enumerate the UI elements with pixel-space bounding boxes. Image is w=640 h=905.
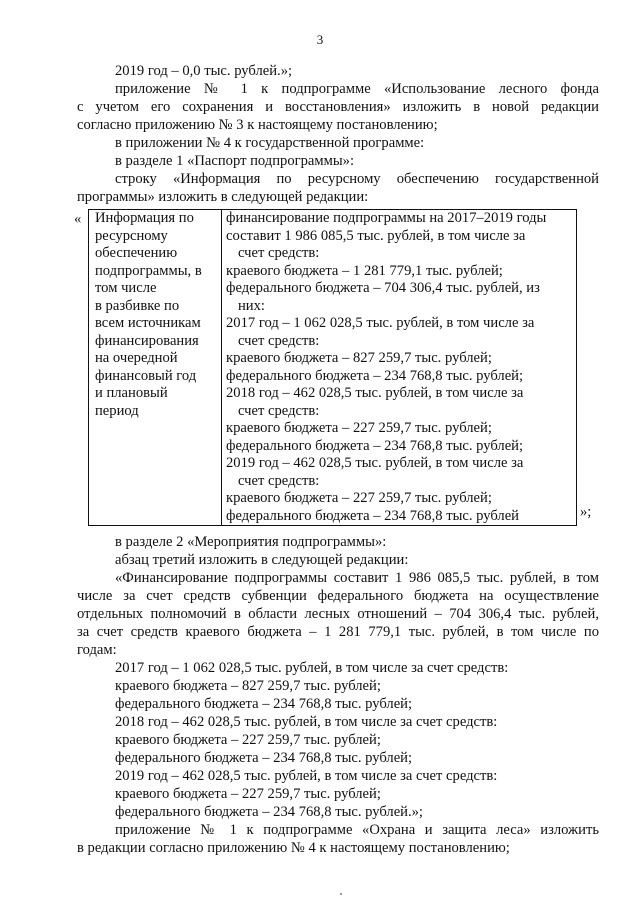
- text-line: в разделе 1 «Паспорт подпрограммы»:: [115, 153, 355, 169]
- scan-speck: [340, 893, 342, 895]
- cell-line: финансирование подпрограммы на 2017–2019 годы: [226, 210, 547, 226]
- text-line: строку «Информация по ресурсному обеспечению государственной: [115, 171, 599, 187]
- text-line: отдельных полномочий в области лесных отношений – 704 306,4 тыс. рублей,: [77, 606, 599, 622]
- text-line: федерального бюджета – 234 768,8 тыс. рублей;: [115, 750, 413, 766]
- cell-line: 2018 год – 462 028,5 тыс. рублей, в том числе за: [226, 385, 524, 401]
- table-cell-value: [222, 210, 577, 526]
- cell-line: них:: [238, 297, 265, 314]
- cell-line: краевого бюджета – 827 259,7 тыс. рублей;: [226, 350, 492, 366]
- text-line: в разделе 2 «Мероприятия подпрограммы»:: [115, 534, 387, 550]
- cell-line: Информация по: [95, 210, 194, 226]
- text-line: 2018 год – 462 028,5 тыс. рублей, в том числе за счет средств:: [115, 714, 498, 730]
- cell-line: краевого бюджета – 227 259,7 тыс. рублей;: [226, 490, 492, 506]
- text-line: с учетом его сохранения и восстановления» изложить в новой редакции: [77, 99, 599, 115]
- cell-line: счет средств:: [238, 332, 320, 349]
- cell-line: период: [95, 402, 139, 419]
- cell-line: обеспечению: [95, 245, 178, 261]
- close-quote: »;: [580, 504, 592, 520]
- cell-line: федерального бюджета – 234 768,8 тыс. рублей;: [226, 367, 524, 384]
- text-line: в редакции согласно приложению № 4 к настоящему постановлению;: [77, 840, 510, 856]
- text-line: краевого бюджета – 827 259,7 тыс. рублей;: [115, 678, 381, 694]
- text-line: абзац третий изложить в следующей редакции:: [115, 552, 409, 568]
- text-line: числе за счет средств субвенции федерального бюджета на осуществление: [77, 588, 599, 604]
- cell-line: 2017 год – 1 062 028,5 тыс. рублей, в том числе за: [226, 315, 535, 331]
- text-line: 2019 год – 0,0 тыс. рублей.»;: [115, 63, 293, 79]
- text-line: приложение № 1 к подпрограмме «Использование лесного фонда: [115, 81, 599, 97]
- cell-line: счет средств:: [238, 245, 320, 261]
- text-line: федерального бюджета – 234 768,8 тыс. рублей.»;: [115, 804, 423, 820]
- cell-line: в разбивке по: [95, 297, 180, 314]
- cell-line: счет средств:: [238, 472, 320, 489]
- text-line: согласно приложению № 3 к настоящему постановлению;: [77, 117, 438, 133]
- cell-line: федерального бюджета – 234 768,8 тыс. рублей;: [226, 437, 524, 454]
- text-line: в приложении № 4 к государственной программе:: [115, 135, 425, 151]
- cell-line: 2019 год – 462 028,5 тыс. рублей, в том числе за: [226, 455, 524, 471]
- table-cell-label: [89, 210, 222, 526]
- text-line: «Финансирование подпрограммы составит 1 986 085,5 тыс. рублей, в том: [115, 570, 599, 586]
- cell-line: том числе: [95, 280, 157, 296]
- text-line: 2019 год – 462 028,5 тыс. рублей, в том числе за счет средств:: [115, 768, 498, 784]
- cell-line: федерального бюджета – 234 768,8 тыс. рублей: [226, 507, 519, 524]
- text-line: годам:: [77, 642, 117, 658]
- text-line: 2017 год – 1 062 028,5 тыс. рублей, в том числе за счет средств:: [115, 660, 509, 676]
- cell-line: ресурсному: [95, 227, 168, 244]
- cell-line: всем источникам: [95, 315, 201, 331]
- cell-line: составит 1 986 085,5 тыс. рублей, в том числе за: [226, 227, 526, 244]
- cell-line: краевого бюджета – 227 259,7 тыс. рублей;: [226, 420, 492, 436]
- open-quote: «: [74, 211, 82, 227]
- cell-line: финансовый год: [95, 367, 197, 384]
- cell-line: подпрограммы, в: [95, 262, 202, 279]
- resource-info-table: [88, 209, 577, 526]
- cell-line: на очередной: [95, 350, 178, 366]
- cell-line: краевого бюджета – 1 281 779,1 тыс. рублей;: [226, 262, 503, 279]
- page-number: 3: [316, 32, 324, 47]
- table-row: [89, 210, 577, 526]
- cell-line: финансирования: [95, 332, 199, 349]
- text-line: за счет средств краевого бюджета – 1 281 779,1 тыс. рублей, в том числе по: [77, 624, 599, 640]
- text-line: федерального бюджета – 234 768,8 тыс. рублей;: [115, 696, 413, 712]
- text-line: программы» изложить в следующей редакции:: [77, 189, 369, 205]
- cell-line: и плановый: [95, 385, 168, 401]
- text-line: краевого бюджета – 227 259,7 тыс. рублей;: [115, 732, 381, 748]
- text-line: приложение № 1 к подпрограмме «Охрана и защита леса» изложить: [115, 822, 599, 838]
- cell-line: счет средств:: [238, 402, 320, 419]
- cell-line: федерального бюджета – 704 306,4 тыс. рублей, из: [226, 280, 540, 296]
- text-line: краевого бюджета – 227 259,7 тыс. рублей;: [115, 786, 381, 802]
